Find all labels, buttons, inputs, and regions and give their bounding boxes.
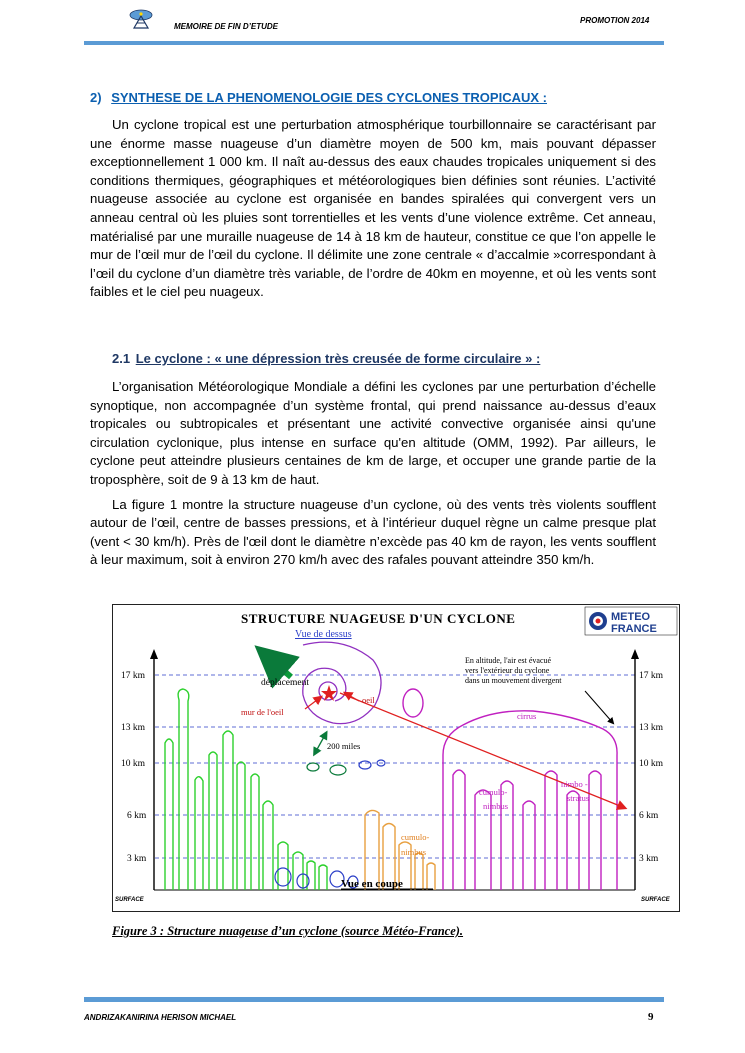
eye-pointer-arrow-icon [345, 693, 359, 701]
section-number: 2) [90, 90, 102, 105]
meteo-france-logo-line2: FRANCE [611, 623, 657, 635]
page-number: 9 [648, 1011, 654, 1023]
figure-title: STRUCTURE NUAGEUSE D'UN CYCLONE [241, 611, 516, 626]
surface-label-right: SURFACE [641, 897, 670, 903]
section-paragraph: Un cyclone tropical est une perturbation atmosphérique tourbillonnaire se caractérisant par une énorme masse nuageuse d’un diamètre moyen de 500 km, mais pouvant dépasser exceptionnellement 1 000 km. Il naît au-dessus des eaux chaudes tropicales uniquement si des conditions thermiques, géographiques et météorologiques bien définies sont réunies. L’activité nuageuse associée au cyclone est organisée en bandes spiralées qui convergent vers un anneau central où les pluies sont torrentielles et les vents d’une violence extrême. Cet anneau, matérialisé par une muraille nuageuse de 14 à 18 km de hauteur, constitue ce que l’on appelle le mur de l’œil mur de l’œil du cyclone. Il délimite une zone centrale « d’accalmie »correspondant à l’œil du cyclone d’un diamètre très variable, de l’ordre de 40km en moyenne, et où les vents sont faibles et le ciel peu nuageux. [90, 117, 656, 300]
meteo-france-logo [585, 607, 677, 635]
note-pointer-arrow-icon [585, 691, 613, 723]
displacement-label: déplacement [261, 678, 310, 688]
alt-label-right-13: 13 km [639, 723, 664, 733]
right-axis-arrow-icon [631, 649, 639, 659]
footer-divider [84, 997, 664, 1002]
subsection-body [90, 378, 656, 576]
header-title: MEMOIRE DE FIN D’ETUDE [174, 22, 279, 31]
section-view-label: Vue en coupe [341, 878, 403, 890]
subsection-heading [112, 351, 540, 366]
displacement-arrow-icon [268, 657, 291, 677]
distance-label: 200 miles [327, 741, 361, 751]
alt-label-left-3: 3 km [127, 854, 147, 864]
alt-label-left-6: 6 km [127, 811, 147, 821]
altitude-note-line-1: En altitude, l'air est évacué [465, 656, 552, 665]
subsection-paragraph-1: L’organisation Météorologique Mondiale a défini les cyclones par une perturbation d’échelle synoptique, non accompagnée d’un système frontal, qui prend naissance au-dessus d’eaux tropicales ou subtropicales et présentant une activité convective organisée ainsi qu'une circulation cyclonique, plus intense en surface qu'en altitude (OMM, 1992). Par ailleurs, le cyclone peut atteindre plusieurs centaines de km de large, et occuper une grande partie de la troposphère, soit de 9 à 13 km de haut. [90, 379, 656, 487]
altitude-note-line-2: vers l'extérieur du cyclone [465, 666, 550, 675]
footer-author: ANDRIZAKANIRINA HERISON MICHAEL [84, 1013, 237, 1022]
top-view-spiral [303, 642, 381, 723]
altitude-note-line-3: dans un mouvement divergent [465, 676, 562, 685]
cumulonimbus-left-label-1: cumulo- [401, 832, 430, 842]
cyclone-structure-figure [112, 604, 680, 912]
alt-label-right-3: 3 km [639, 854, 659, 864]
surface-label-left: SURFACE [115, 897, 144, 903]
green-cloud-towers [165, 689, 327, 890]
nimbostratus-label-1: nimbo - [561, 779, 588, 789]
subsection-paragraph-2: La figure 1 montre la structure nuageuse d’un cyclone, où des vents très violents soufflent autour de l’œil, centre de basses pressions, et à l’intérieur duquel règne un calme presque plat (vent < 30 km/h). Près de l'œil dont le diamètre n’excède pas 40 km de rayon, les vents soufflent à leur maximum, soit à environ 270 km/h avec des rafales pouvant atteindre 350 km/h. [90, 496, 656, 568]
header-divider [84, 41, 664, 45]
left-axis-arrow-icon [150, 649, 158, 659]
alt-label-left-10: 10 km [121, 759, 146, 769]
cumulonimbus-right-label-2: nimbus [483, 801, 509, 811]
alt-label-right-17: 17 km [639, 671, 664, 681]
subsection-number: 2.1 [112, 351, 131, 366]
eye-label: oeil [362, 695, 375, 705]
top-view-label: Vue de dessus [295, 629, 352, 640]
alt-label-left-17: 17 km [121, 671, 146, 681]
section-title: SYNTHESE DE LA PHENOMENOLOGIE DES CYCLONES TROPICAUX : [111, 90, 547, 105]
cumulonimbus-right-label-1: cumulo- [479, 787, 508, 797]
blue-small-clouds [275, 760, 385, 888]
header-promotion: PROMOTION 2014 [580, 16, 650, 25]
alt-label-left-13: 13 km [121, 723, 146, 733]
university-logo-icon [128, 8, 154, 30]
figure-caption: Figure 3 : Structure nuageuse d’un cyclone (source Météo-France). [112, 924, 464, 938]
magenta-cloud-system [403, 689, 617, 890]
alt-label-right-10: 10 km [639, 759, 664, 769]
meteo-france-logo-line1: METEO [611, 611, 651, 623]
distance-arrow-icon [315, 735, 325, 753]
cumulonimbus-left-label-2: nimbus [401, 847, 427, 857]
eyewall-pointer-arrow-icon [305, 697, 321, 709]
cirrus-label: cirrus [517, 711, 537, 721]
nimbostratus-label-2: stratus [567, 793, 590, 803]
section-heading [90, 90, 547, 105]
section-body [90, 116, 656, 308]
alt-label-right-6: 6 km [639, 811, 659, 821]
eyewall-label: mur de l'oeil [241, 707, 284, 717]
subsection-title: Le cyclone : « une dépression très creusée de forme circulaire » : [135, 351, 541, 366]
